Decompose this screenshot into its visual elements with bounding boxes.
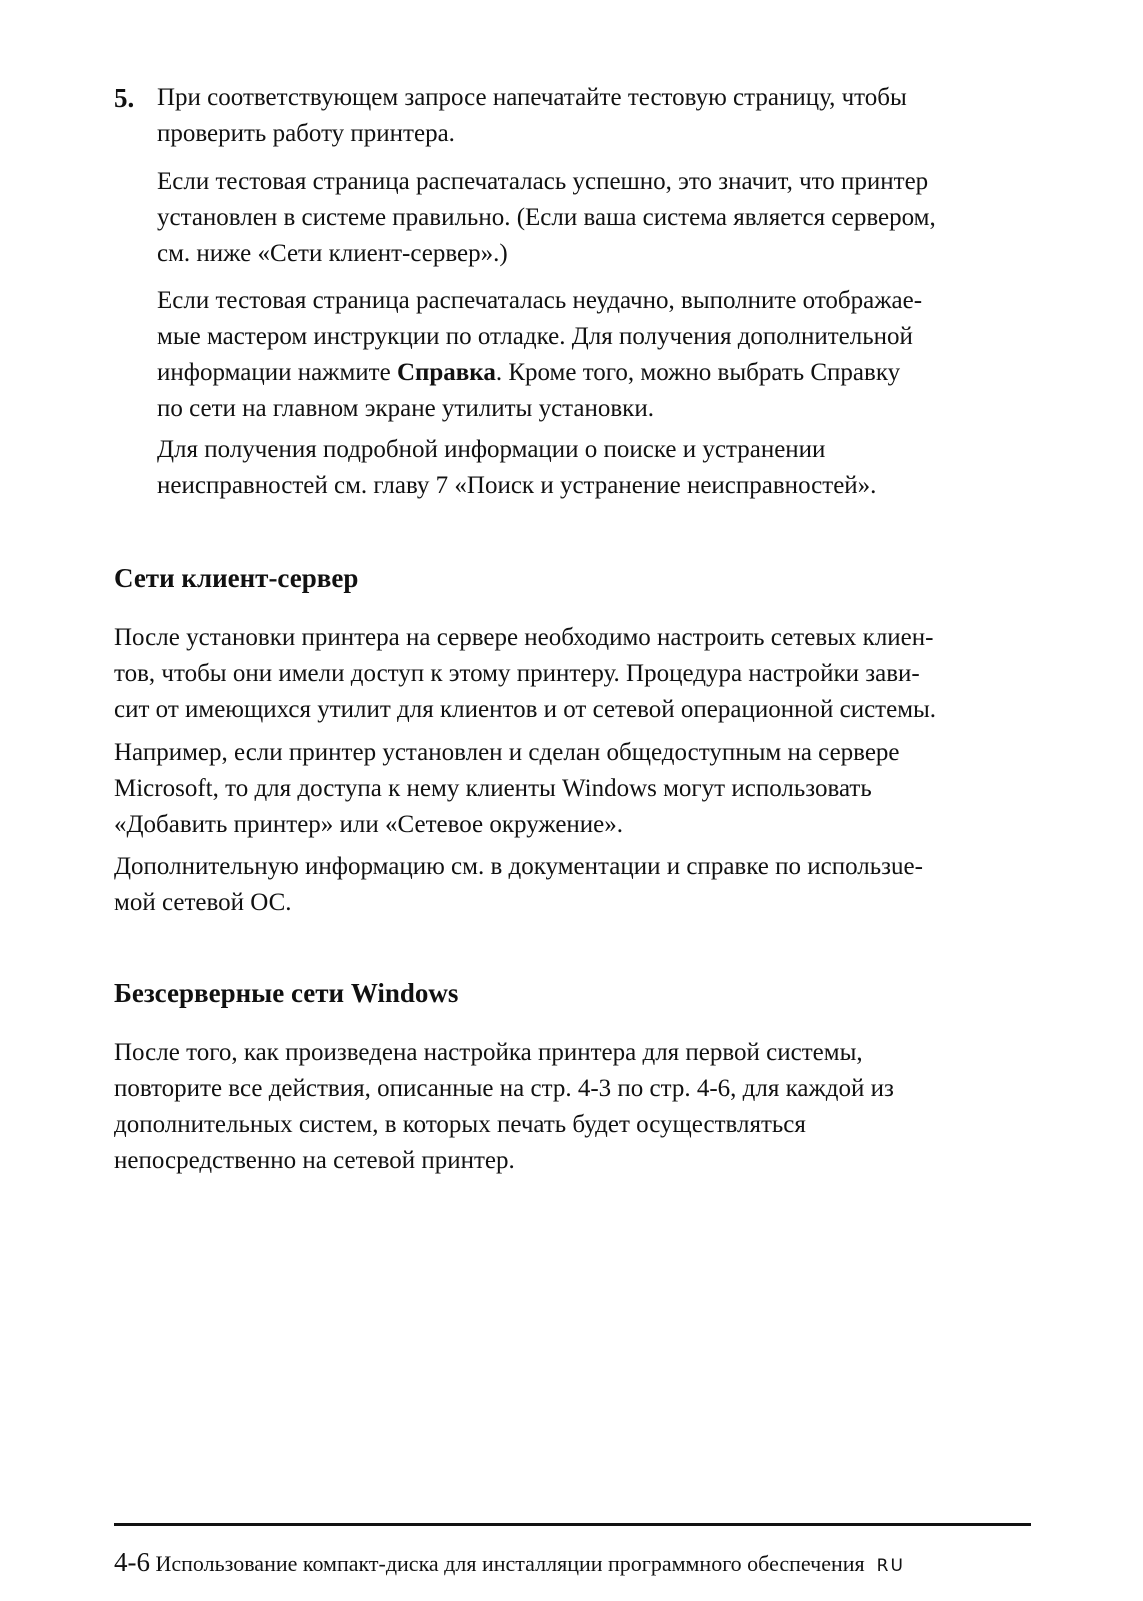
language-code: RU: [876, 1556, 905, 1576]
text-line: [157, 355, 922, 391]
paragraph-troubleshooting: [157, 432, 876, 504]
step-number: 5.: [114, 83, 135, 113]
text-line: Microsoft, то для доступа к нему клиенты Windows могут использовать: [114, 775, 872, 802]
page-number: 4-6: [114, 1547, 150, 1577]
text-line: Для получения подробной информации о поиске и устранении: [157, 436, 826, 463]
text-line: После установки принтера на сервере необходимо настроить сетевых клиен-: [114, 624, 934, 651]
text-line: Например, если принтер установлен и сделан общедоступным на сервере: [114, 739, 900, 766]
text-line: см. ниже «Сети клиент-сервер».): [157, 240, 508, 267]
paragraph-success: [157, 164, 936, 272]
paragraph-failure: [157, 283, 922, 427]
footer-divider: [114, 1523, 1031, 1526]
paragraph-serverless: [114, 1035, 894, 1179]
text-line: мые мастером инструкции по отладке. Для получения дополнительной: [157, 323, 913, 350]
paragraph-more-info: [114, 849, 923, 921]
step-text: [157, 80, 907, 152]
text-line: проверить работу принтера.: [157, 120, 455, 147]
text-line: Дополнительную информацию см. в документации и справке по использue-: [114, 853, 923, 880]
text-line: повторите все действия, описанные на стр. 4-3 по стр. 4-6, для каждой из: [114, 1075, 894, 1102]
text-line: сит от имеющихся утилит для клиентов и от сетевой операционной системы.: [114, 696, 937, 723]
text-line: «Добавить принтер» или «Сетевое окружение».: [114, 811, 624, 838]
section-heading-serverless: Безсерверные сети Windows: [114, 978, 459, 1008]
section-heading-client-server: Сети клиент-сервер: [114, 563, 359, 593]
text-segment: . Кроме того, можно выбрать Справку: [495, 359, 901, 386]
page-footer: [114, 1544, 905, 1585]
text-line: установлен в системе правильно. (Если ваша система является сервером,: [157, 204, 936, 231]
paragraph-client-setup: [114, 620, 936, 728]
text-line: дополнительных систем, в которых печать будет осуществляться: [114, 1111, 806, 1138]
paragraph-microsoft-example: [114, 735, 900, 843]
text-line: мой сетевой ОС.: [114, 889, 292, 916]
text-line: тов, чтобы они имели доступ к этому принтеру. Процедура настройки зави-: [114, 660, 920, 687]
footer-title: Использование компакт-диска для инсталляции программного обеспечения: [150, 1551, 865, 1576]
text-line: Если тестовая страница распечаталась неудачно, выполните отображае-: [157, 287, 923, 314]
text-line: При соответствующем запросе напечатайте тестовую страницу, чтобы: [157, 84, 907, 111]
help-term: Справка: [396, 359, 496, 386]
text-line: После того, как произведена настройка принтера для первой системы,: [114, 1039, 863, 1066]
text-line: Если тестовая страница распечаталась успешно, это значит, что принтер: [157, 168, 929, 195]
text-segment: информации нажмите: [157, 359, 397, 386]
text-line: по сети на главном экране утилиты установки.: [157, 395, 654, 422]
text-line: непосредственно на сетевой принтер.: [114, 1147, 515, 1174]
text-line: неисправностей см. главу 7 «Поиск и устранение неисправностей».: [157, 472, 877, 499]
